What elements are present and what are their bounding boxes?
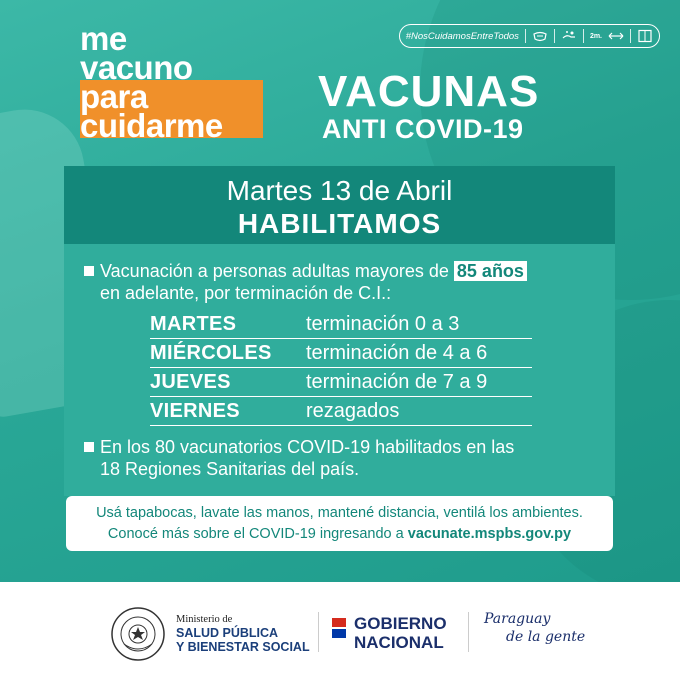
schedule-detail: terminación de 7 a 9: [306, 370, 488, 393]
brand-line: de la gente: [506, 629, 586, 645]
schedule-row: [150, 339, 532, 368]
government-line: NACIONAL: [354, 633, 444, 652]
divider: [630, 29, 631, 43]
slogan-line: vacuno: [80, 49, 193, 86]
action-label: HABILITAMOS: [237, 208, 442, 239]
face-mask-icon: [532, 29, 548, 43]
bullet-text-after: en adelante, por terminación de C.I.:: [100, 283, 392, 303]
slogan-line: me: [80, 20, 127, 57]
slogan-line: cuidarme: [80, 107, 223, 144]
bullet-line: En los 80 vacunatorios COVID-19 habilitados en las: [100, 437, 515, 457]
bullet-square-icon: [84, 442, 94, 452]
info-line: Usá tapabocas, lavate las manos, mantené distancia, ventilá los ambientes.: [96, 505, 583, 521]
distance-label: 2m.: [589, 32, 602, 40]
window-ventilation-icon: [637, 29, 653, 43]
schedule-detail: terminación de 4 a 6: [306, 341, 488, 364]
divider: [554, 29, 555, 43]
slogan-line: para: [80, 78, 148, 115]
schedule-row: [150, 368, 532, 397]
divider: [525, 29, 526, 43]
brand-line: Paraguay: [484, 611, 551, 627]
government-logo-text: [354, 614, 447, 652]
info-line-text: Conocé más sobre el COVID-19 ingresando a: [107, 526, 404, 542]
date-line: Martes 13 de Abril: [226, 175, 453, 206]
national-seal-icon: [110, 606, 166, 662]
bullet-item-age: [84, 260, 604, 304]
schedule-detail: terminación 0 a 3: [306, 312, 460, 335]
schedule-day: MARTES: [150, 312, 237, 335]
schedule-detail: rezagados: [306, 399, 400, 422]
slogan: [80, 20, 265, 144]
schedule-row: [150, 397, 532, 426]
government-line: GOBIERNO: [354, 614, 447, 633]
panel-header: [64, 166, 615, 244]
announcement-panel: [64, 166, 615, 496]
distance-arrow-icon: [608, 29, 624, 43]
divider: [318, 612, 319, 652]
schedule-day: MIÉRCOLES: [150, 341, 272, 364]
hashtag-text: #NosCuidamosEntreTodos: [405, 30, 519, 42]
flag-icon: [332, 618, 346, 640]
hand-wash-icon: [561, 29, 577, 43]
bullet-text: [84, 436, 604, 480]
headline-subtitle: ANTI COVID-19: [322, 114, 524, 144]
headline-title: VACUNAS: [318, 67, 540, 116]
bullet-line: 18 Regiones Sanitarias del país.: [100, 459, 360, 479]
ministry-name-line: SALUD PÚBLICA: [176, 626, 279, 640]
schedule-day: VIERNES: [150, 399, 240, 422]
bullet-text: [84, 260, 604, 304]
ministry-label: Ministerio de: [176, 614, 233, 625]
divider: [468, 612, 469, 652]
age-highlight: 85 años: [454, 261, 527, 281]
bullet-text-before: Vacunación a personas adultas mayores de: [100, 261, 449, 281]
info-box: [66, 496, 613, 551]
hashtag-strip: [399, 24, 660, 48]
ministry-logo-text: [176, 614, 310, 654]
bullet-item-vaccination-centers: [84, 436, 604, 480]
info-line: [66, 524, 613, 545]
schedule-day: JUEVES: [150, 370, 231, 393]
ministry-name-line: Y BIENESTAR SOCIAL: [176, 640, 310, 654]
divider: [583, 29, 584, 43]
paraguay-de-la-gente-logo: [484, 610, 585, 646]
footer: [0, 582, 680, 680]
bullet-square-icon: [84, 266, 94, 276]
schedule-row: [150, 310, 532, 339]
schedule-table: [150, 310, 532, 426]
website-link[interactable]: vacunate.mspbs.gov.py: [407, 526, 572, 542]
